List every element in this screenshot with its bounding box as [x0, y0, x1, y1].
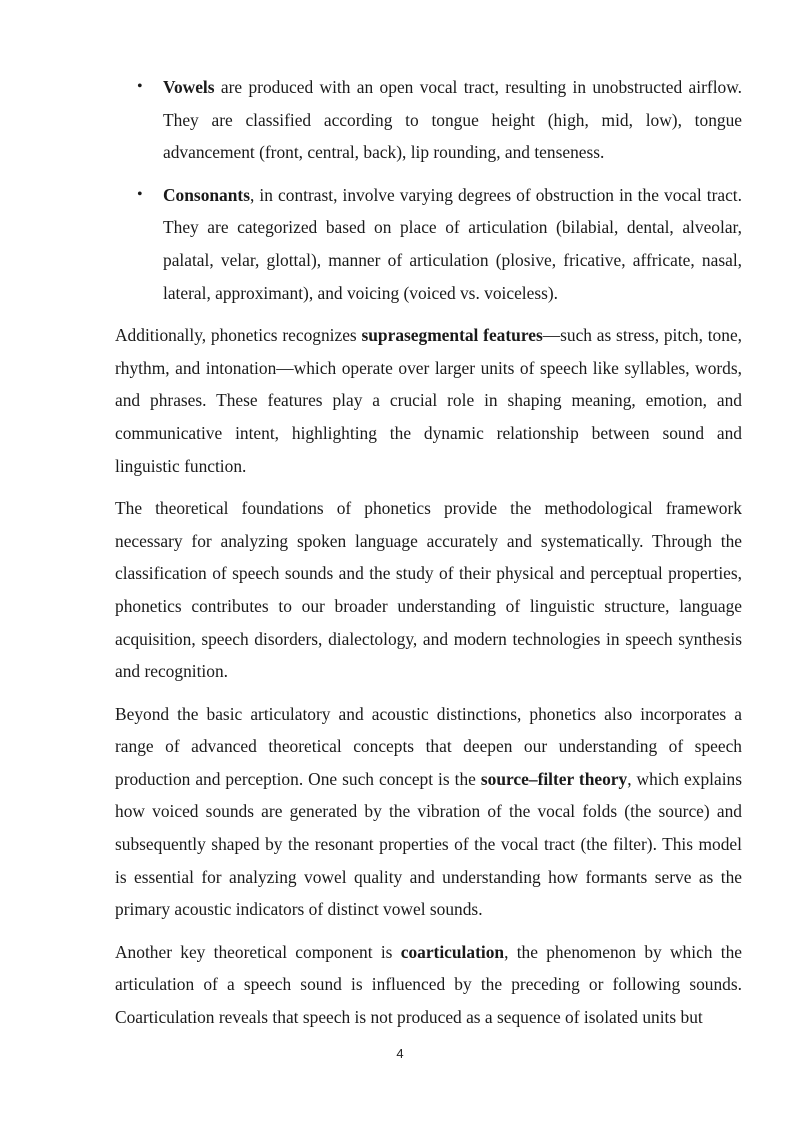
bullet-term: Consonants	[163, 184, 250, 205]
paragraph-text: —such as stress, pitch, tone, rhythm, and intonation—which operate over larger units of speech like syllables, words, and phrases. These features play a crucial role in shaping meaning, emotion, and communicative intent, highlighting the dynamic relationship between sound and linguistic function.	[115, 325, 743, 476]
paragraph-coarticulation	[115, 936, 742, 1034]
paragraph-text: Additionally, phonetics recognizes	[115, 325, 362, 346]
bold-term: source–filter theory	[480, 768, 628, 789]
bullet-text: are produced with an open vocal tract, resulting in unobstructed airflow. They are classified according to tongue height (high, mid, low), tongue advancement (front, central, back), lip rounding, and tenseness.	[163, 77, 742, 163]
bullet-item-vowels	[115, 71, 742, 169]
bullet-list	[115, 71, 742, 309]
paragraph-text: Another key theoretical component is	[115, 941, 401, 962]
document-page	[115, 71, 742, 1044]
paragraph-text: , the phenomenon by which the articulation of a speech sound is influenced by the preceding or following sounds. Coarticulation reveals that speech is not produced as a sequence of isolated units but	[115, 941, 742, 1028]
page-number: 4	[396, 1046, 404, 1061]
bullet-term: Vowels	[163, 77, 215, 97]
paragraph-text: The theoretical foundations of phonetics provide the methodological framework necessary for analyzing spoken language accurately and systematically. Through the classification of speech sounds and the study of their physical and perceptual properties, phonetics contributes to our broader understanding of linguistic structure, language acquisition, speech disorders, dialectology, and modern technologies in speech synthesis and recognition.	[115, 498, 742, 682]
paragraph-text: , which explains how voiced sounds are generated by the vibration of the vocal folds (the source) and subsequently shaped by the resonant properties of the vocal tract (the filter). This model is essential for analyzing vowel quality and understanding how formants serve as the primary acoustic indicators of distinct vowel sounds.	[115, 768, 743, 920]
bold-term: coarticulation	[400, 941, 505, 962]
bold-term: suprasegmental features	[361, 325, 543, 346]
bullet-item-consonants	[115, 179, 742, 309]
paragraph-suprasegmental	[115, 319, 742, 482]
bullet-icon: •	[137, 185, 143, 203]
bullet-text: , in contrast, involve varying degrees of obstruction in the vocal tract. They are categorized based on place of articulation (bilabial, dental, alveolar, palatal, velar, glottal), manner of articulation (plosive, fricative, affricate, nasal, lateral, approximant), and voicing (voiced vs. voiceless).	[163, 184, 742, 303]
paragraph-source-filter	[115, 698, 742, 926]
paragraph-text: Beyond the basic articulatory and acoustic distinctions, phonetics also incorporates a range of advanced theoretical concepts that deepen our understanding of speech production and perception. One such concept is the	[115, 703, 742, 789]
bullet-icon: •	[137, 78, 143, 95]
paragraph-foundations	[115, 492, 742, 688]
